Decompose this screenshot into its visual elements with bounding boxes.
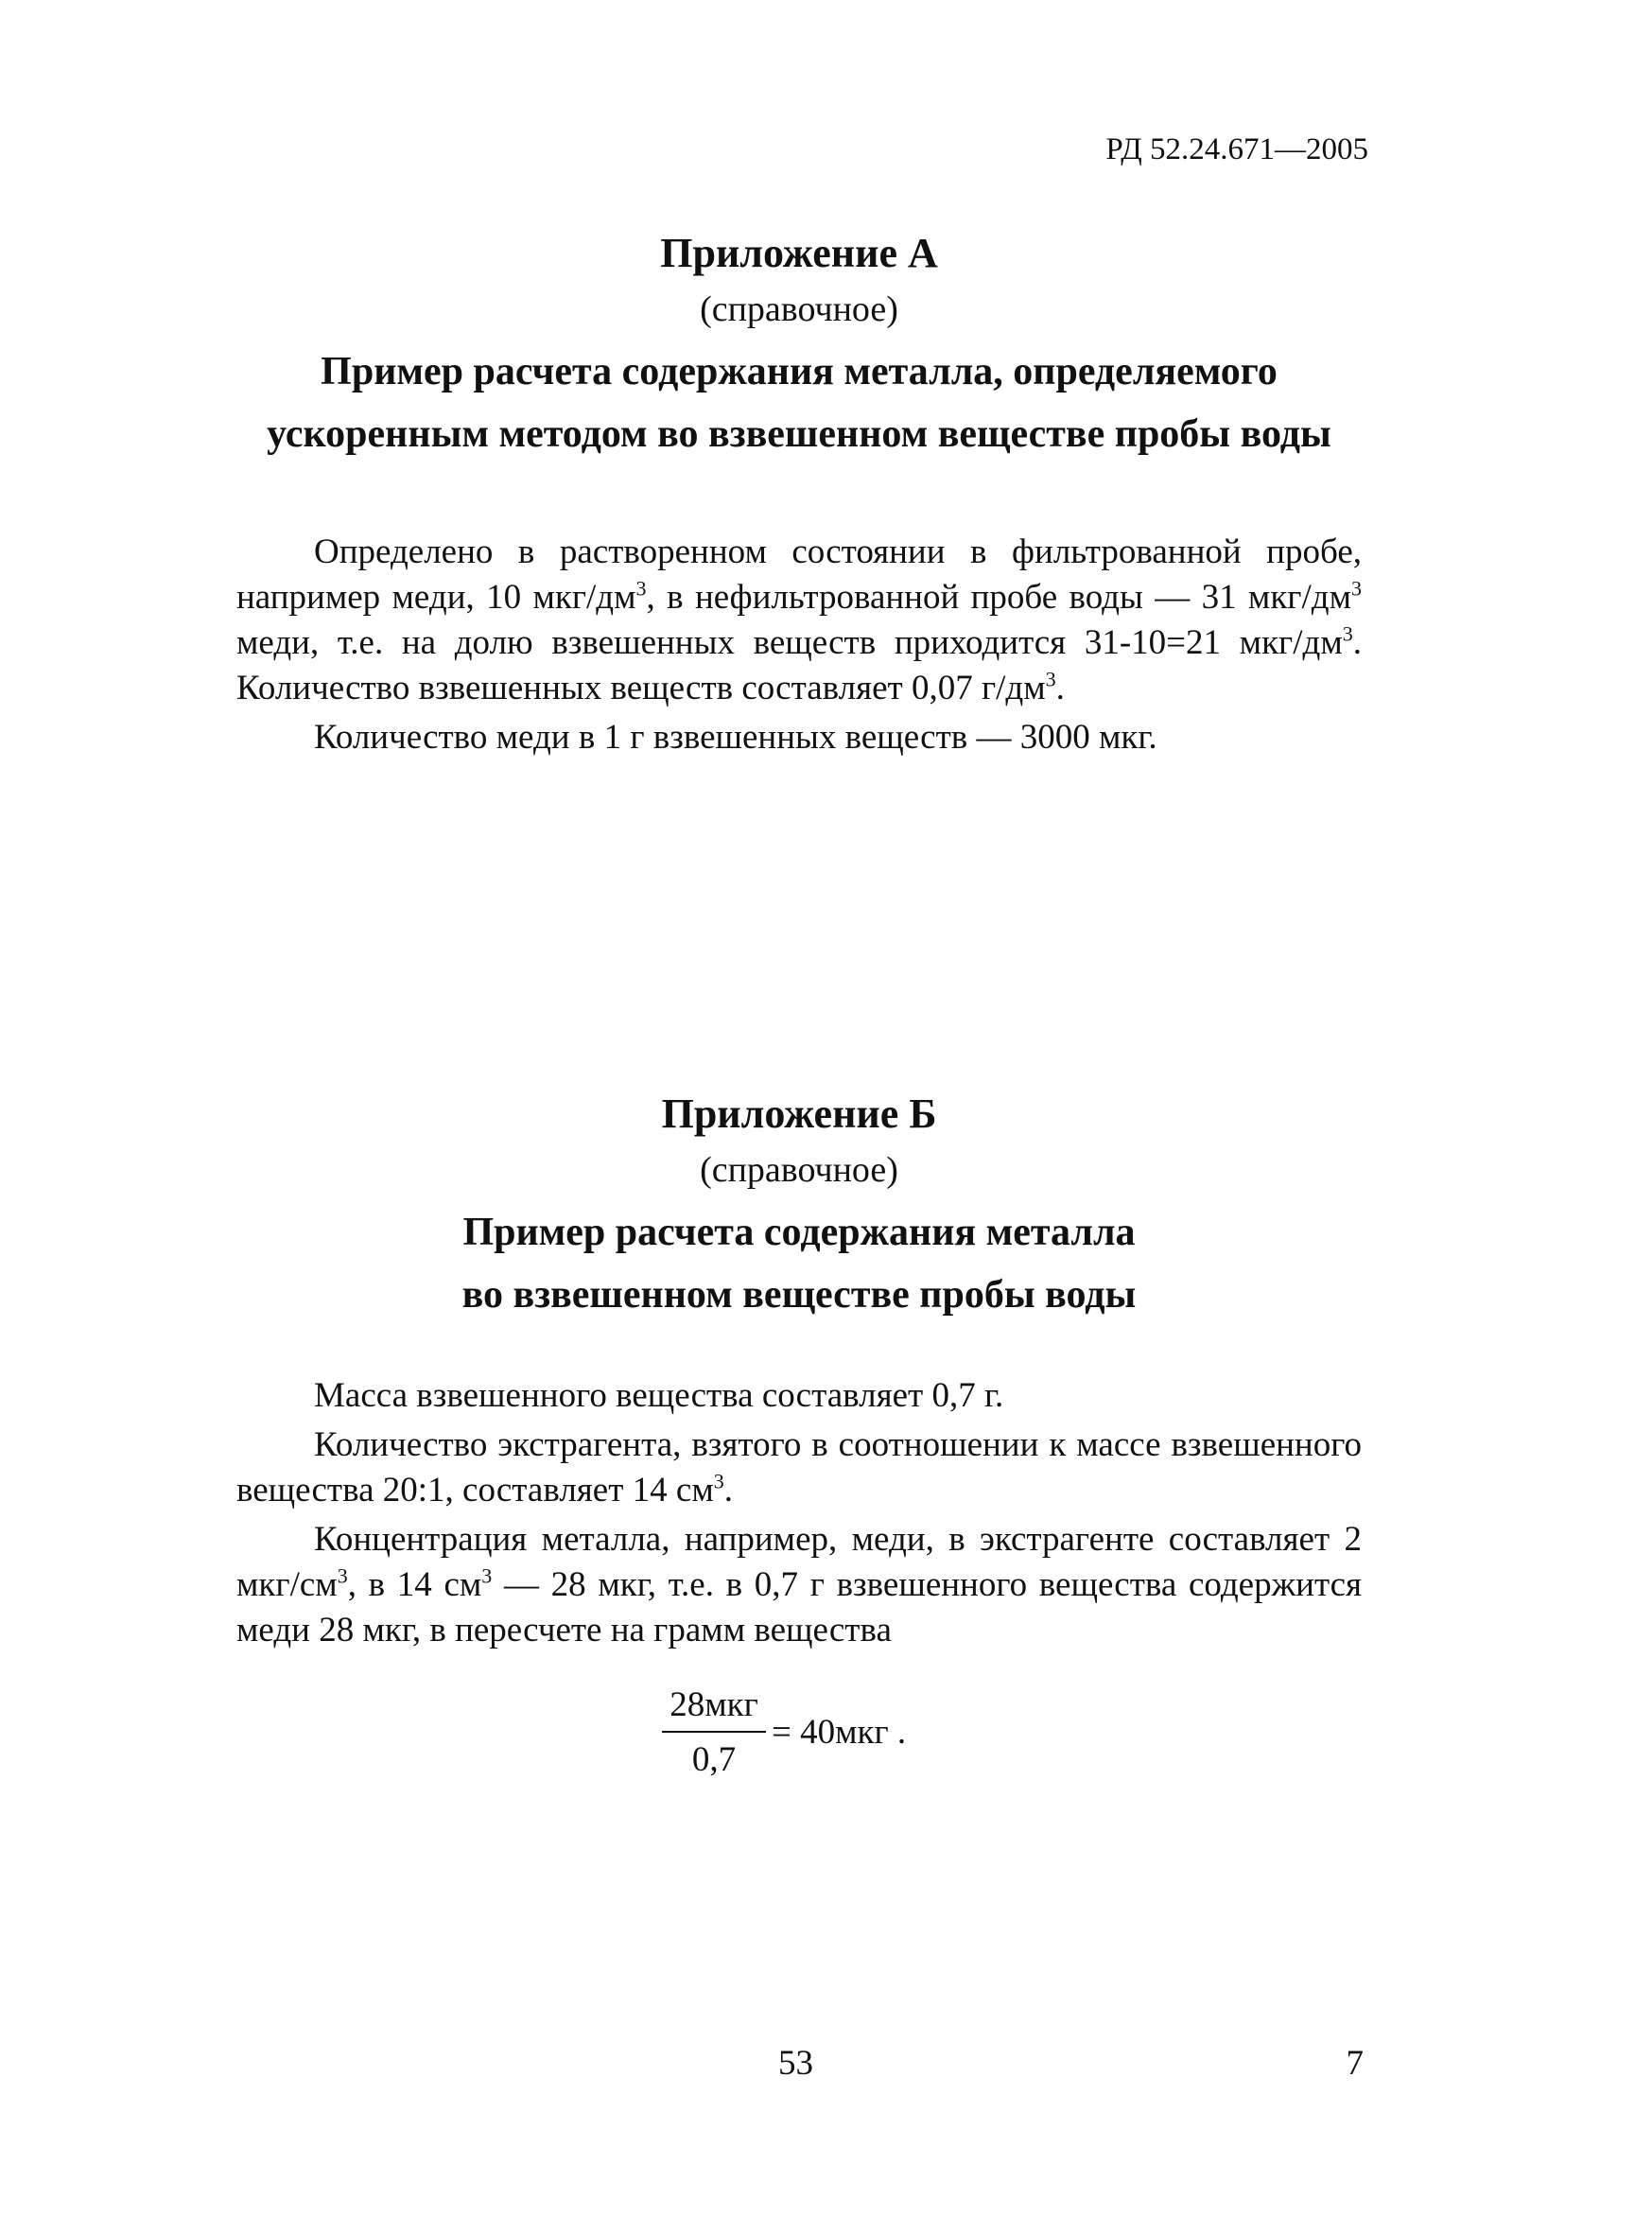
appendix-a-heading-line2: ускоренным методом во взвешенном веществе пробы воды bbox=[267, 412, 1331, 456]
appendix-b bbox=[236, 1088, 1362, 1797]
superscript: 3 bbox=[1351, 576, 1363, 601]
text-run: Количество экстрагента, взятого в соотношении к массе взвешенного вещества 20:1, составляет 14 см bbox=[236, 1425, 1362, 1510]
appendix-b-heading-line1: Пример расчета содержания металла bbox=[462, 1211, 1136, 1254]
text-run: . bbox=[1055, 669, 1065, 707]
fraction-denominator: 0,7 bbox=[691, 1740, 737, 1779]
superscript: 3 bbox=[713, 1469, 724, 1493]
appendix-a-heading-line1: Пример расчета содержания металла, определяемого bbox=[321, 350, 1278, 393]
text-run: меди, т.е. на долю взвешенных веществ приходится 31-10=21 мкг/дм bbox=[236, 623, 1343, 662]
text-run: Концентрация металла, например, меди, в экстрагенте составляет 2 мкг/см bbox=[236, 1520, 1362, 1604]
page-number-right: 7 bbox=[1346, 2044, 1364, 2083]
appendix-b-heading bbox=[236, 1201, 1362, 1326]
superscript: 3 bbox=[1045, 667, 1056, 691]
appendix-a-paragraph-2: Количество меди в 1 г взвешенных веществ — 3000 мкг. bbox=[314, 718, 1157, 757]
formula-result: = 40мкг . bbox=[772, 1713, 907, 1752]
superscript: 3 bbox=[1342, 621, 1353, 646]
text-run: . Количество взвешенных веществ составляет 0,07 г/дм bbox=[236, 623, 1362, 707]
text-run: — 28 мкг, т.е. в 0,7 г взвешенного вещества содержится меди 28 мкг, в пересчете на грамм вещества bbox=[236, 1565, 1363, 1649]
appendix-a-heading bbox=[236, 340, 1362, 465]
page-number-center: 53 bbox=[778, 2044, 813, 2083]
appendix-b-paragraph-3 bbox=[236, 1517, 1362, 1653]
appendix-a-body bbox=[236, 530, 1362, 760]
appendix-b-paragraph-2 bbox=[236, 1422, 1362, 1513]
text-run: , в нефильтрованной пробе воды — 31 мкг/дм bbox=[646, 578, 1352, 617]
formula bbox=[662, 1684, 965, 1797]
document-code: РД 52.24.671—2005 bbox=[1105, 132, 1368, 166]
text-run: . bbox=[723, 1471, 733, 1510]
fraction-numerator: 28мкг bbox=[662, 1684, 766, 1733]
fraction bbox=[662, 1684, 766, 1782]
superscript: 3 bbox=[481, 1563, 493, 1588]
appendix-b-body bbox=[236, 1373, 1362, 1797]
text-run: , в 14 см bbox=[347, 1565, 482, 1604]
superscript: 3 bbox=[337, 1563, 348, 1588]
appendix-b-note: (справочное) bbox=[700, 1150, 898, 1190]
appendix-b-paragraph-1: Масса взвешенного вещества составляет 0,7 г. bbox=[314, 1376, 1004, 1415]
superscript: 3 bbox=[635, 576, 647, 601]
appendix-a bbox=[236, 227, 1362, 764]
appendix-a-title: Приложение А bbox=[660, 230, 938, 276]
appendix-b-title: Приложение Б bbox=[661, 1091, 937, 1137]
text-run: Определено в растворенном состоянии в фильтрованной пробе, например меди, 10 мкг/дм bbox=[236, 532, 1362, 617]
appendix-b-heading-line2: во взвешенном веществе пробы воды bbox=[461, 1273, 1137, 1317]
appendix-a-note: (справочное) bbox=[700, 289, 898, 329]
appendix-a-paragraph-1 bbox=[236, 530, 1362, 711]
